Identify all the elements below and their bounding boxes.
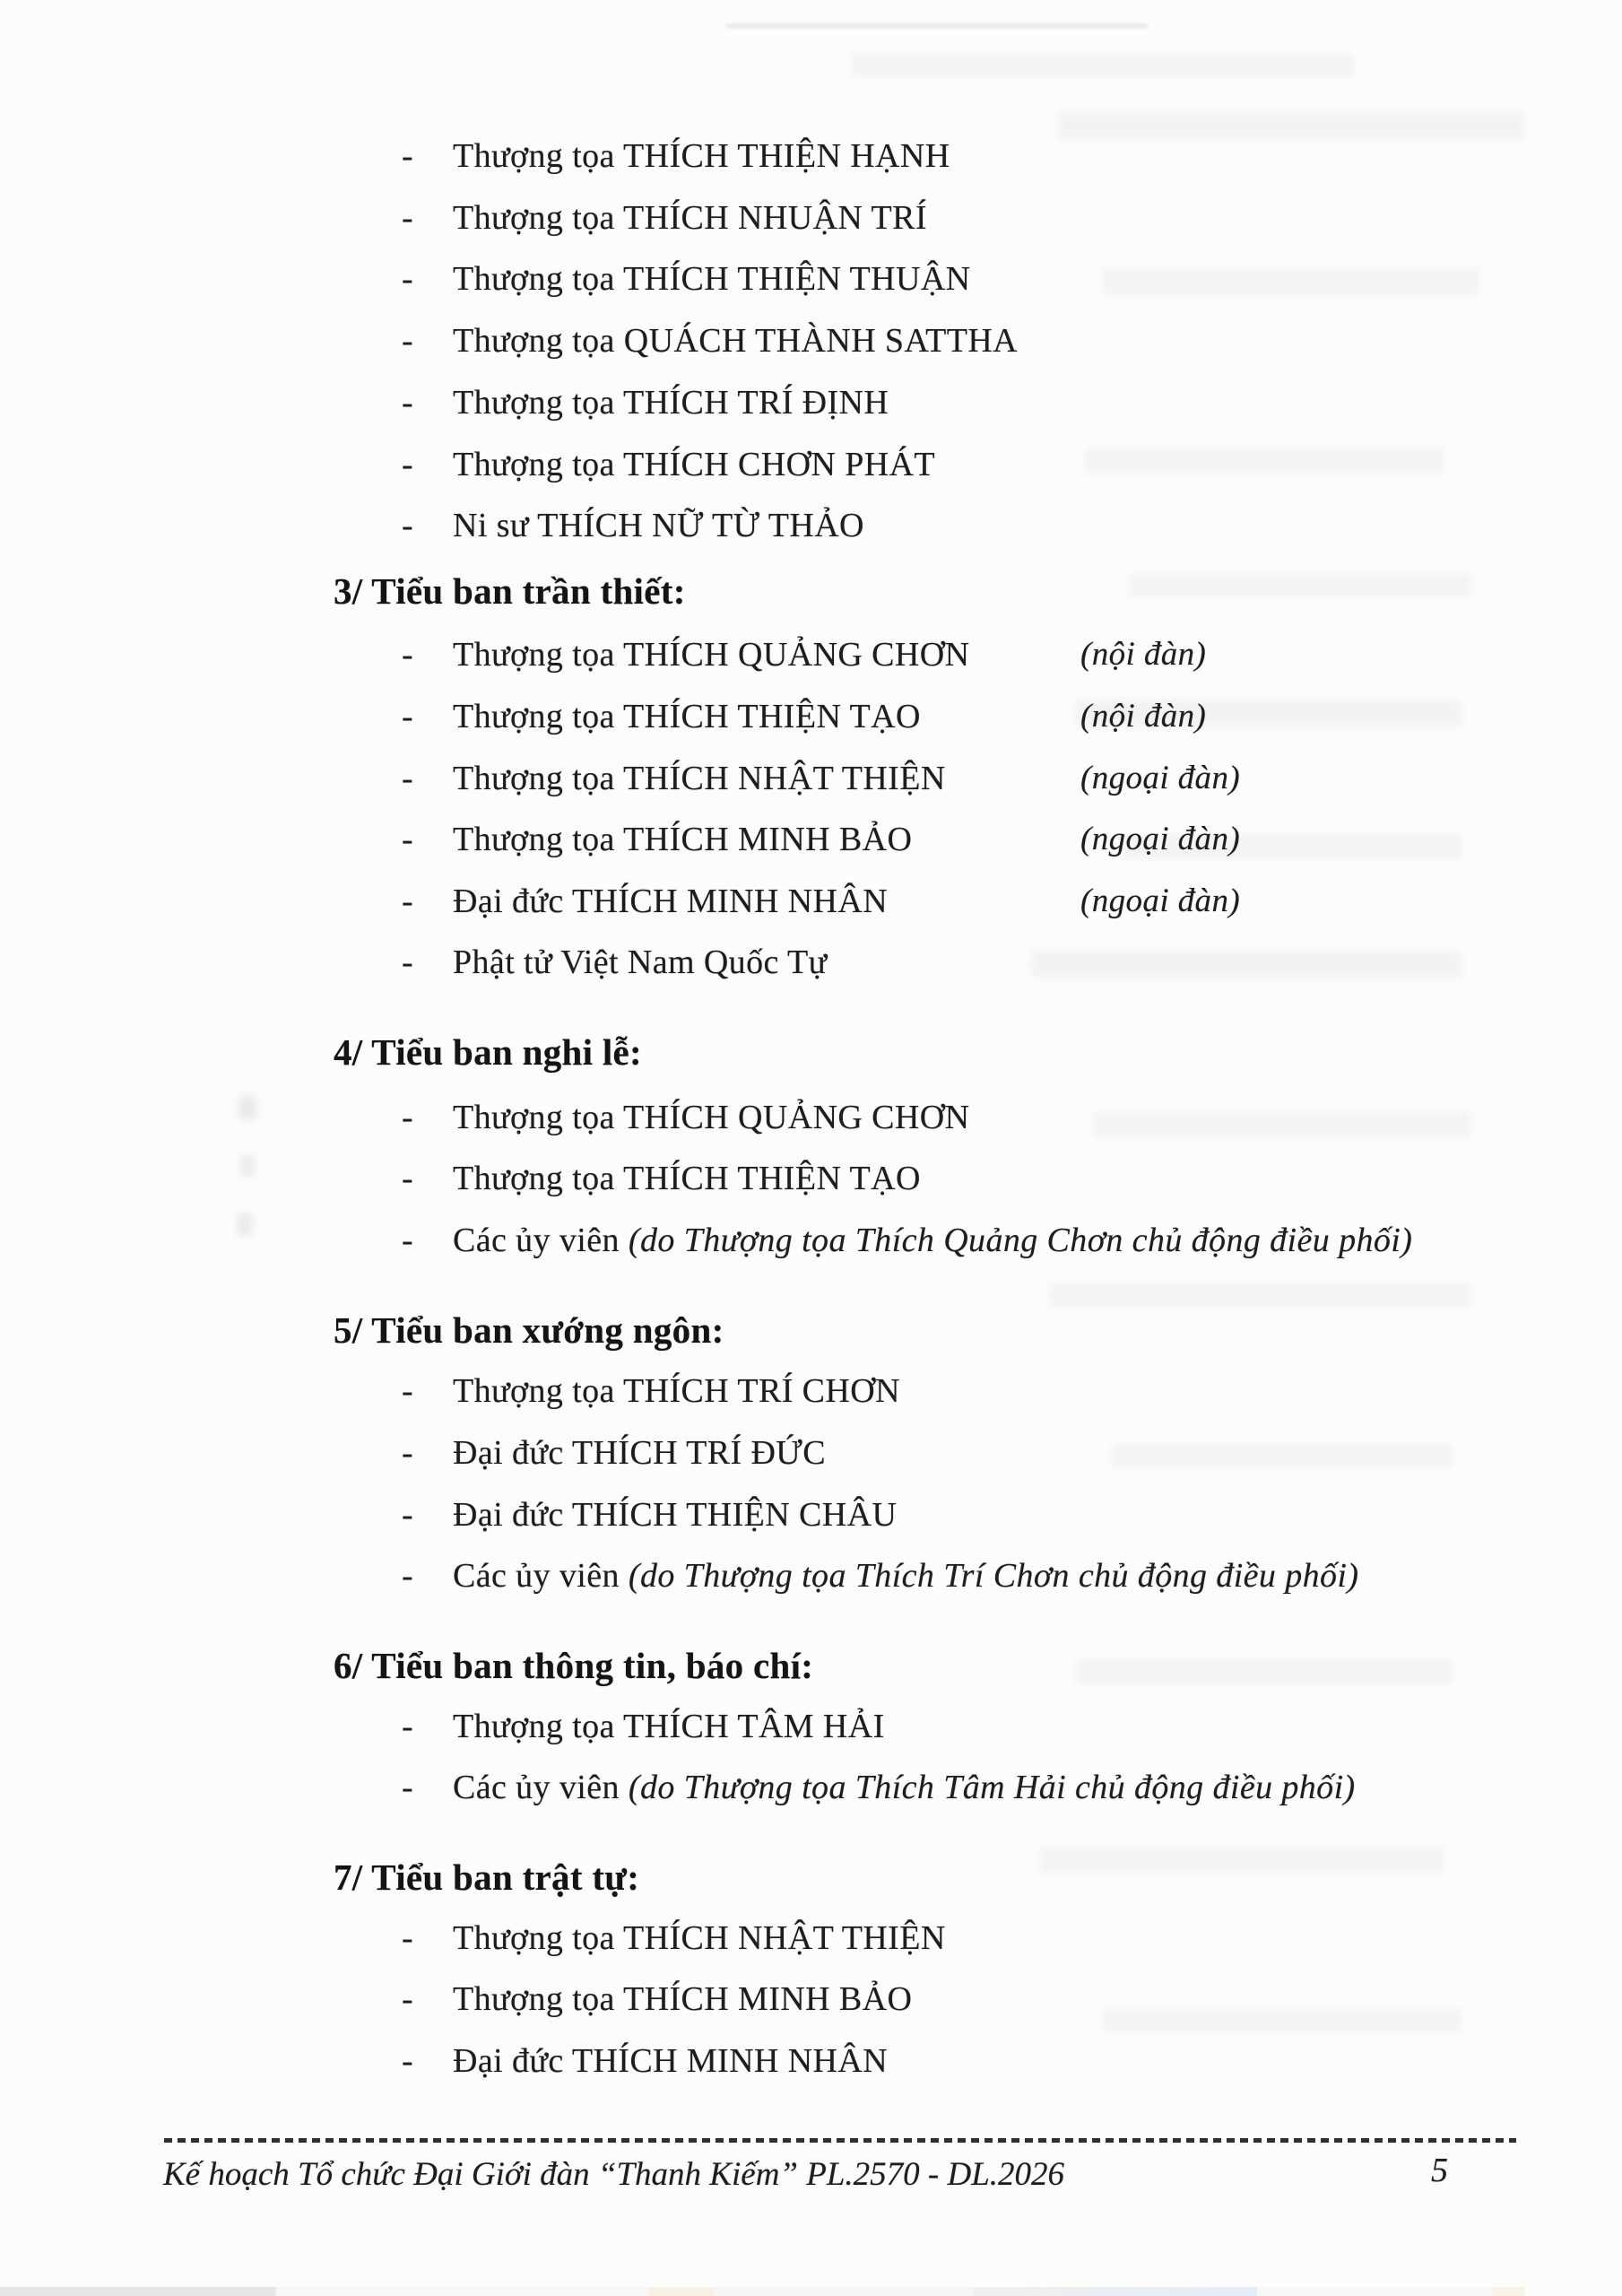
section-heading-3: 3/ Tiểu ban trần thiết: bbox=[334, 570, 686, 612]
scan-edge-artifact bbox=[0, 2287, 1622, 2296]
member-name: Thượng tọa THÍCH QUẢNG CHƠN bbox=[453, 636, 970, 674]
coordination-note: (do Thượng tọa Thích Quảng Chơn chủ động điều phối) bbox=[628, 1222, 1413, 1259]
member-list-item bbox=[402, 442, 1604, 487]
bullet-dash: - bbox=[402, 2042, 414, 2080]
altar-note: (nội đàn) bbox=[1080, 636, 1207, 673]
member-list-item bbox=[402, 756, 1604, 801]
bullet-dash: - bbox=[402, 821, 414, 858]
member-name: Đại đức THÍCH THIỆN CHÂU bbox=[453, 1496, 898, 1534]
bullet-dash: - bbox=[402, 698, 414, 735]
bleed-through-artifact bbox=[237, 1213, 253, 1236]
bullet-dash: - bbox=[402, 883, 414, 920]
member-list-item bbox=[402, 318, 1604, 363]
member-list-item bbox=[402, 1704, 1604, 1749]
bleed-through-artifact bbox=[1076, 1659, 1453, 1684]
member-name: Thượng tọa THÍCH NHUẬN TRÍ bbox=[453, 199, 927, 237]
member-name: Thượng tọa THÍCH TRÍ ĐỊNH bbox=[453, 384, 889, 422]
member-list-item bbox=[402, 1553, 1604, 1598]
member-list-item bbox=[402, 1369, 1604, 1413]
coordination-note: (do Thượng tọa Thích Tâm Hải chủ động điều phối) bbox=[628, 1769, 1356, 1806]
bullet-dash: - bbox=[402, 1769, 414, 1806]
member-list-item bbox=[402, 817, 1604, 862]
member-list-item bbox=[402, 380, 1604, 425]
member-name: Thượng tọa THÍCH MINH BẢO bbox=[453, 1980, 913, 2018]
bullet-dash: - bbox=[402, 1980, 414, 2018]
coordination-note: (do Thượng tọa Thích Trí Chơn chủ động điều phối) bbox=[628, 1557, 1359, 1595]
member-name: Đại đức THÍCH TRÍ ĐỨC bbox=[453, 1434, 826, 1472]
bullet-dash: - bbox=[402, 1099, 414, 1136]
member-name: Các ủy viên bbox=[453, 1769, 620, 1806]
member-name: Các ủy viên bbox=[453, 1222, 620, 1259]
member-name: Thượng tọa THÍCH THIỆN TẠO bbox=[453, 1160, 921, 1197]
member-name: Thượng tọa THÍCH CHƠN PHÁT bbox=[453, 446, 936, 483]
member-list-item bbox=[402, 1431, 1604, 1475]
bullet-dash: - bbox=[402, 260, 414, 298]
member-name: Phật tử Việt Nam Quốc Tự bbox=[453, 944, 828, 981]
member-name: Thượng tọa THÍCH MINH BẢO bbox=[453, 821, 913, 858]
bullet-dash: - bbox=[402, 507, 414, 544]
bleed-through-artifact bbox=[239, 1096, 256, 1119]
bullet-dash: - bbox=[402, 1496, 414, 1534]
bullet-dash: - bbox=[402, 944, 414, 981]
member-list-item bbox=[402, 1977, 1604, 2022]
member-list-item bbox=[402, 632, 1604, 677]
scan-edge-artifact bbox=[726, 23, 1148, 29]
member-list-item bbox=[402, 1156, 1604, 1201]
member-list-item bbox=[402, 1765, 1604, 1810]
member-name: Thượng tọa THÍCH QUẢNG CHƠN bbox=[453, 1099, 970, 1136]
bullet-dash: - bbox=[402, 636, 414, 674]
member-name: Thượng tọa THÍCH TRÍ CHƠN bbox=[453, 1372, 900, 1410]
section-heading-5: 5/ Tiểu ban xướng ngôn: bbox=[334, 1309, 724, 1351]
bullet-dash: - bbox=[402, 1160, 414, 1197]
altar-note: (nội đàn) bbox=[1080, 698, 1207, 735]
footer-divider bbox=[164, 2138, 1516, 2143]
member-name: Thượng tọa THÍCH THIỆN TẠO bbox=[453, 698, 921, 735]
member-name: Thượng tọa QUÁCH THÀNH SATTHA bbox=[453, 322, 1019, 360]
bullet-dash: - bbox=[402, 1708, 414, 1745]
bullet-dash: - bbox=[402, 446, 414, 483]
member-list-item bbox=[402, 257, 1604, 301]
section-heading-4: 4/ Tiểu ban nghi lễ: bbox=[334, 1031, 642, 1073]
member-name: Đại đức THÍCH MINH NHÂN bbox=[453, 2042, 889, 2080]
bullet-dash: - bbox=[402, 760, 414, 797]
bullet-dash: - bbox=[402, 1434, 414, 1472]
member-name: Ni sư THÍCH NỮ TỪ THẢO bbox=[453, 507, 864, 544]
altar-note: (ngoại đàn) bbox=[1080, 821, 1241, 857]
member-name: Đại đức THÍCH MINH NHÂN bbox=[453, 883, 889, 920]
section-heading-6: 6/ Tiểu ban thông tin, báo chí: bbox=[334, 1645, 814, 1686]
bleed-through-artifact bbox=[1049, 1283, 1470, 1308]
bleed-through-artifact bbox=[1040, 1848, 1444, 1873]
footer-caption: Kế hoạch Tổ chức Đại Giới đàn “Thanh Kiếm” PL.2570 - DL.2026 bbox=[163, 2156, 1065, 2193]
page-number: 5 bbox=[1431, 2152, 1448, 2189]
bullet-dash: - bbox=[402, 1222, 414, 1259]
member-list-item bbox=[402, 196, 1604, 240]
section-heading-7: 7/ Tiểu ban trật tự: bbox=[334, 1857, 640, 1898]
altar-note: (ngoại đàn) bbox=[1080, 760, 1241, 796]
member-list-item bbox=[402, 1916, 1604, 1961]
member-list-item bbox=[402, 1218, 1604, 1263]
bleed-through-artifact bbox=[240, 1155, 255, 1177]
bullet-dash: - bbox=[402, 199, 414, 237]
bullet-dash: - bbox=[402, 137, 414, 175]
member-list-item bbox=[402, 503, 1604, 548]
bullet-dash: - bbox=[402, 384, 414, 422]
bullet-dash: - bbox=[402, 1557, 414, 1595]
bleed-through-artifact bbox=[852, 54, 1354, 77]
bullet-dash: - bbox=[402, 1919, 414, 1957]
member-list-item bbox=[402, 1492, 1604, 1537]
bleed-through-artifact bbox=[1130, 574, 1470, 597]
member-list-item bbox=[402, 940, 1604, 985]
member-name: Thượng tọa THÍCH TÂM HẢI bbox=[453, 1708, 885, 1745]
member-list-item bbox=[402, 1095, 1604, 1140]
altar-note: (ngoại đàn) bbox=[1080, 883, 1241, 919]
member-name: Thượng tọa THÍCH THIỆN HẠNH bbox=[453, 137, 950, 175]
bullet-dash: - bbox=[402, 1372, 414, 1410]
member-list-item bbox=[402, 694, 1604, 739]
member-name: Các ủy viên bbox=[453, 1557, 620, 1595]
member-name: Thượng tọa THÍCH THIỆN THUẬN bbox=[453, 260, 971, 298]
member-list-item bbox=[402, 2039, 1604, 2083]
member-list-item bbox=[402, 879, 1604, 924]
member-name: Thượng tọa THÍCH NHẬT THIỆN bbox=[453, 1919, 946, 1957]
member-name: Thượng tọa THÍCH NHẬT THIỆN bbox=[453, 760, 946, 797]
bullet-dash: - bbox=[402, 322, 414, 360]
member-list-item bbox=[402, 134, 1604, 178]
